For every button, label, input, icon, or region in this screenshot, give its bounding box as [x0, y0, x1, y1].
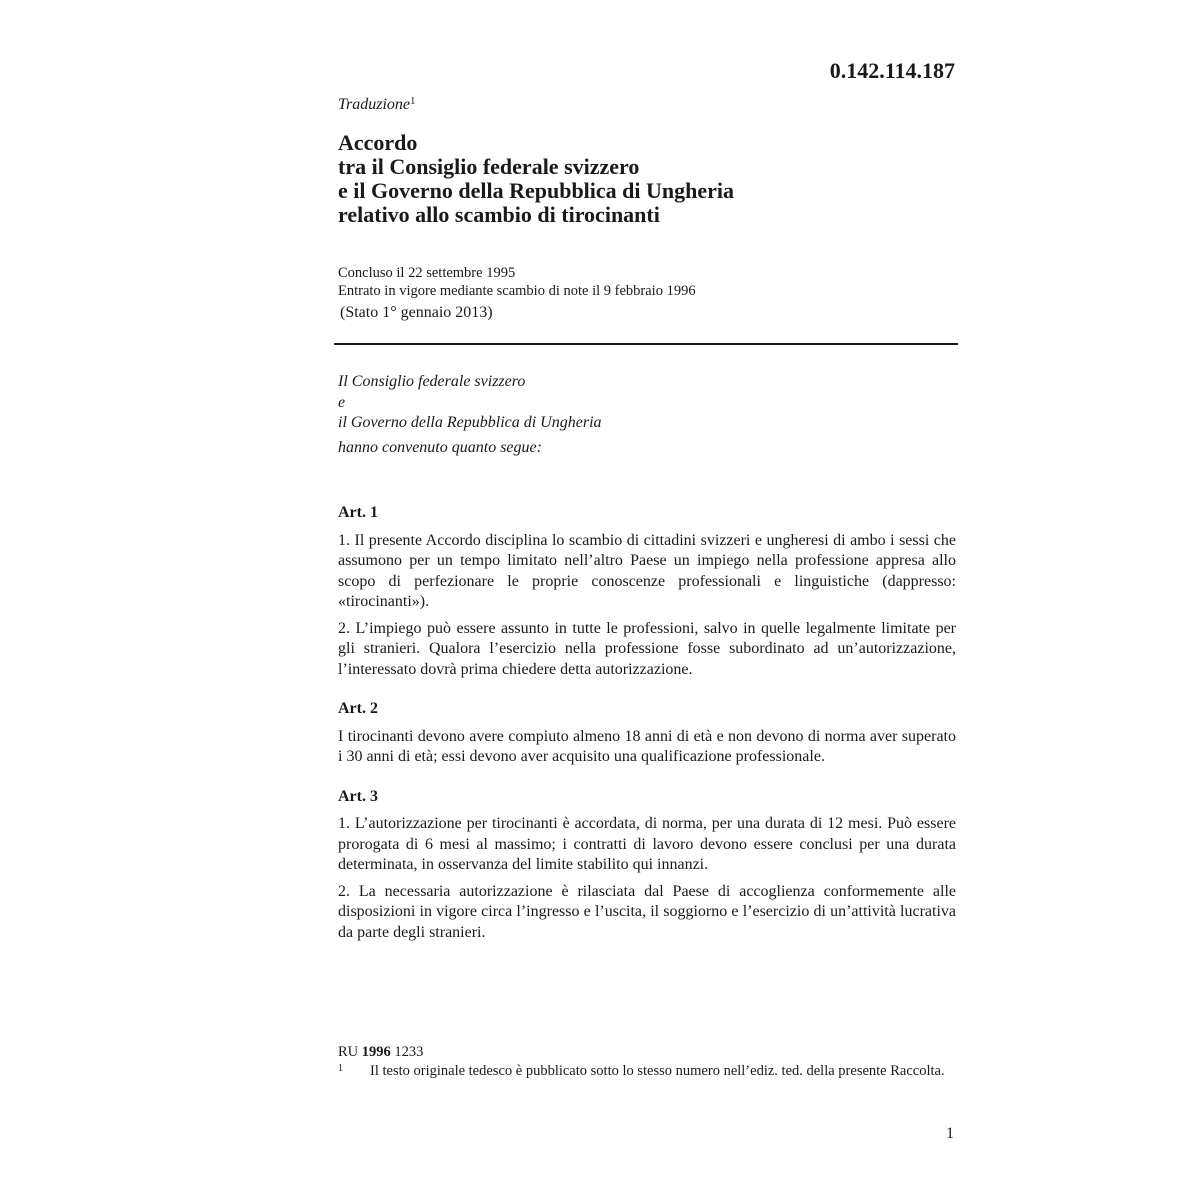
horizontal-rule	[334, 343, 958, 345]
translation-label	[338, 95, 416, 114]
official-collection-ref	[338, 1044, 956, 1060]
agreement-title	[338, 131, 734, 227]
preamble-line: e	[338, 393, 346, 411]
concluded-date: Concluso il 22 settembre 1995	[338, 265, 516, 281]
title-line: Accordo	[338, 130, 418, 155]
ru-prefix: RU	[338, 1044, 359, 1060]
entry-into-force: Entrato in vigore mediante scambio di note il 9 febbraio 1996	[338, 283, 696, 299]
preamble-line: Il Consiglio federale svizzero	[338, 373, 526, 390]
footer	[338, 1044, 956, 1079]
ru-page: 1233	[394, 1044, 424, 1060]
article-1	[338, 503, 956, 680]
preamble	[338, 372, 602, 458]
footnote	[338, 1063, 956, 1079]
footnote-mark: 1	[338, 1063, 343, 1074]
page-number: 1	[946, 1125, 954, 1142]
title-line: e il Governo della Repubblica di Ungheria	[338, 178, 735, 203]
article-paragraph: 1. L’autorizzazione per tirocinanti è accordata, di norma, per una durata di 12 mesi. Può essere prorogata di 6 mesi al massimo; i contratti di lavoro devono essere conclusi per una durata determinata, in osservanza del limite stabilito qui innanzi.	[338, 815, 956, 873]
preamble-closing: hanno convenuto quanto segue:	[338, 438, 542, 456]
footnote-ref: 1	[410, 95, 416, 107]
title-line: tra il Consiglio federale svizzero	[338, 154, 640, 179]
article-paragraph: 2. L’impiego può essere assunto in tutte le professioni, salvo in quelle legalmente limitate per gli stranieri. Qualora l’esercizio nella professione fosse subordinato ad un’autorizzazione, l’interessato dovrà prima chiedere detta autorizzazione.	[338, 619, 956, 678]
document-number: 0.142.114.187	[829, 58, 955, 83]
translation-text: Traduzione	[338, 96, 411, 113]
preamble-line: il Governo della Repubblica di Ungheria	[338, 414, 602, 431]
article-2	[338, 699, 956, 768]
article-paragraph: 2. La necessaria autorizzazione è rilasciata dal Paese di accoglienza conformemente alle disposizioni in vigore circa l’ingresso e l’uscita, il soggiorno e l’esercizio di un’attività lucrativa da parte degli stranieri.	[338, 882, 956, 941]
article-paragraph: 1. Il presente Accordo disciplina lo scambio di cittadini svizzeri e ungheresi di ambo i sessi che assumono per un tempo limitato nell’altro Paese un impiego nella professione appresa allo scopo di perfezionare le proprie conoscenze professionali e linguistiche (dappresso: «tirocinanti»).	[338, 531, 956, 610]
agreement-dates	[338, 264, 696, 322]
article-title: Art. 2	[338, 700, 378, 717]
footnote-text: Il testo originale tedesco è pubblicato sotto lo stesso numero nell’ediz. ted. della presente Raccolta.	[370, 1063, 945, 1079]
ru-year: 1996	[361, 1044, 391, 1060]
articles	[338, 503, 956, 962]
article-paragraph: I tirocinanti devono avere compiuto almeno 18 anni di età e non devono di norma aver superato i 30 anni di età; essi devono aver acquisito una qualificazione professionale.	[338, 727, 956, 765]
article-title: Art. 1	[338, 504, 378, 521]
article-3	[338, 787, 956, 944]
title-line: relativo allo scambio di tirocinanti	[338, 202, 660, 227]
status-date: (Stato 1° gennaio 2013)	[340, 304, 493, 321]
article-title: Art. 3	[338, 787, 378, 805]
